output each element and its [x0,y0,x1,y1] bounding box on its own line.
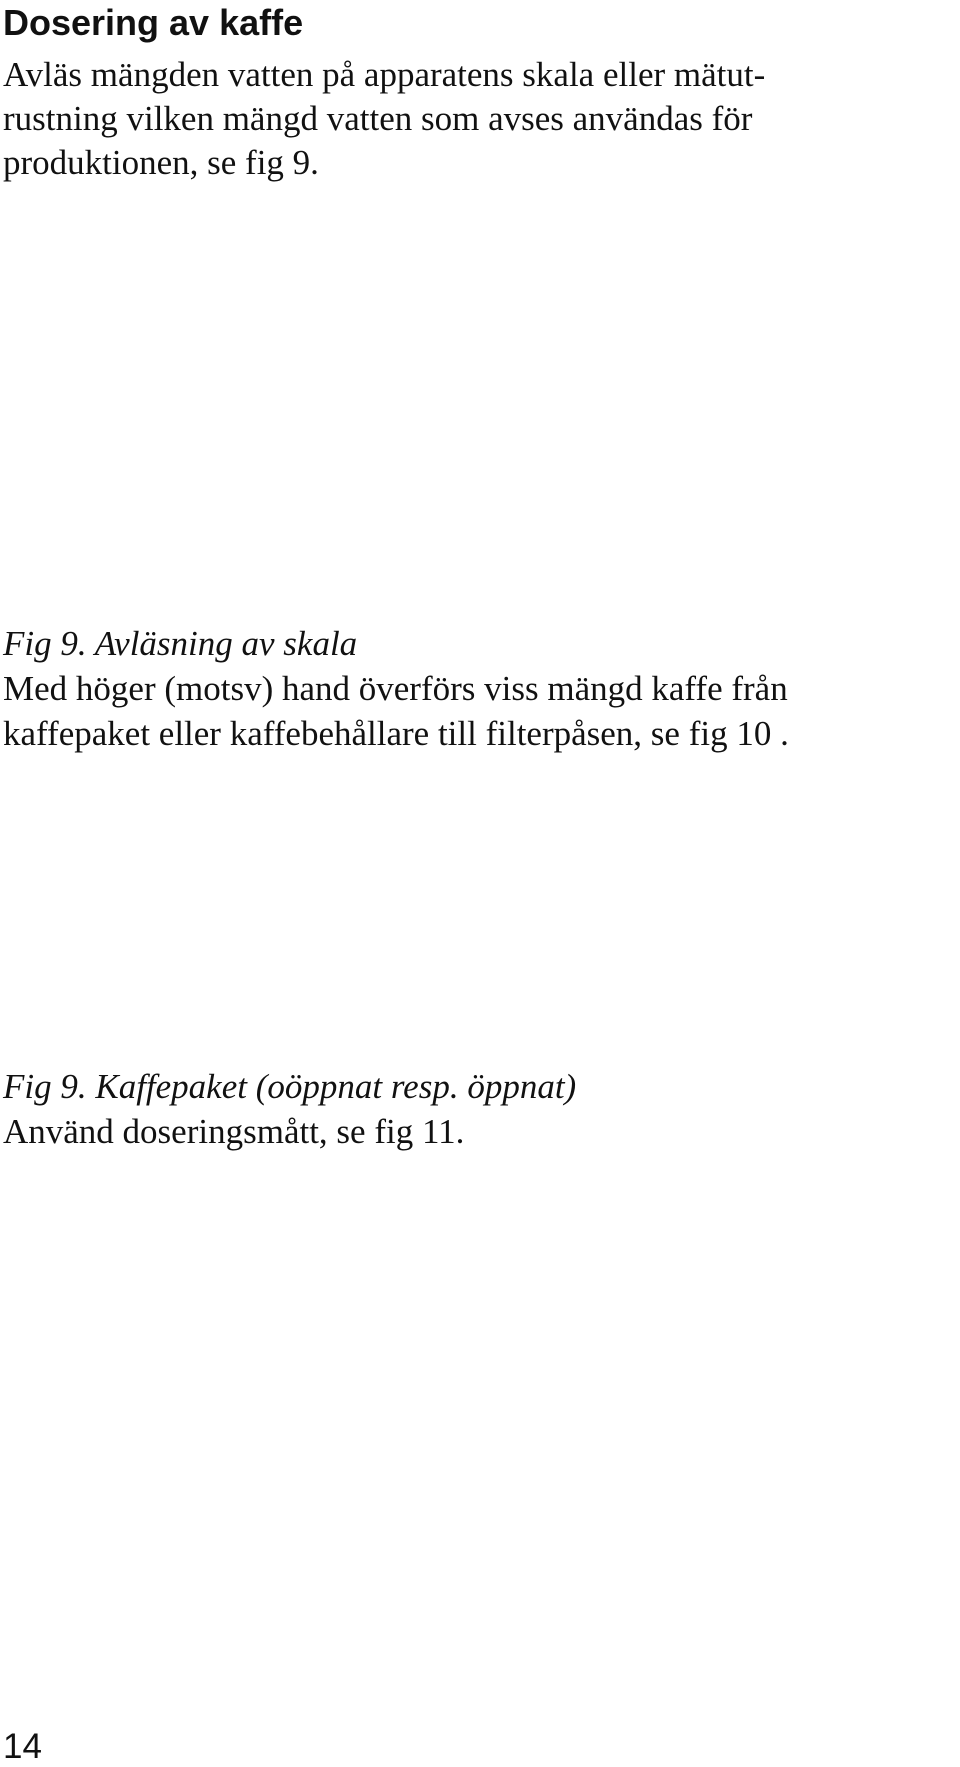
figure-caption-scale: Fig 9. Avläsning av skala [3,624,358,663]
body-line-1: Med höger (motsv) hand överförs viss mängd kaffe från [3,669,788,708]
intro-line-2: rustning vilken mängd vatten som avses användas för [3,99,753,138]
body-line-2: kaffepaket eller kaffebehållare till filterpåsen, se fig 10 . [3,714,789,753]
body-line-3: Använd doseringsmått, se fig 11. [3,1112,465,1151]
intro-line-3: produktionen, se fig 9. [3,143,319,182]
intro-line-1: Avläs mängden vatten på apparatens skala eller mätut- [3,55,766,94]
figure-caption-package: Fig 9. Kaffepaket (oöppnat resp. öppnat) [3,1067,577,1106]
page-heading: Dosering av kaffe [3,2,304,43]
page-number: 14 [3,1727,42,1766]
